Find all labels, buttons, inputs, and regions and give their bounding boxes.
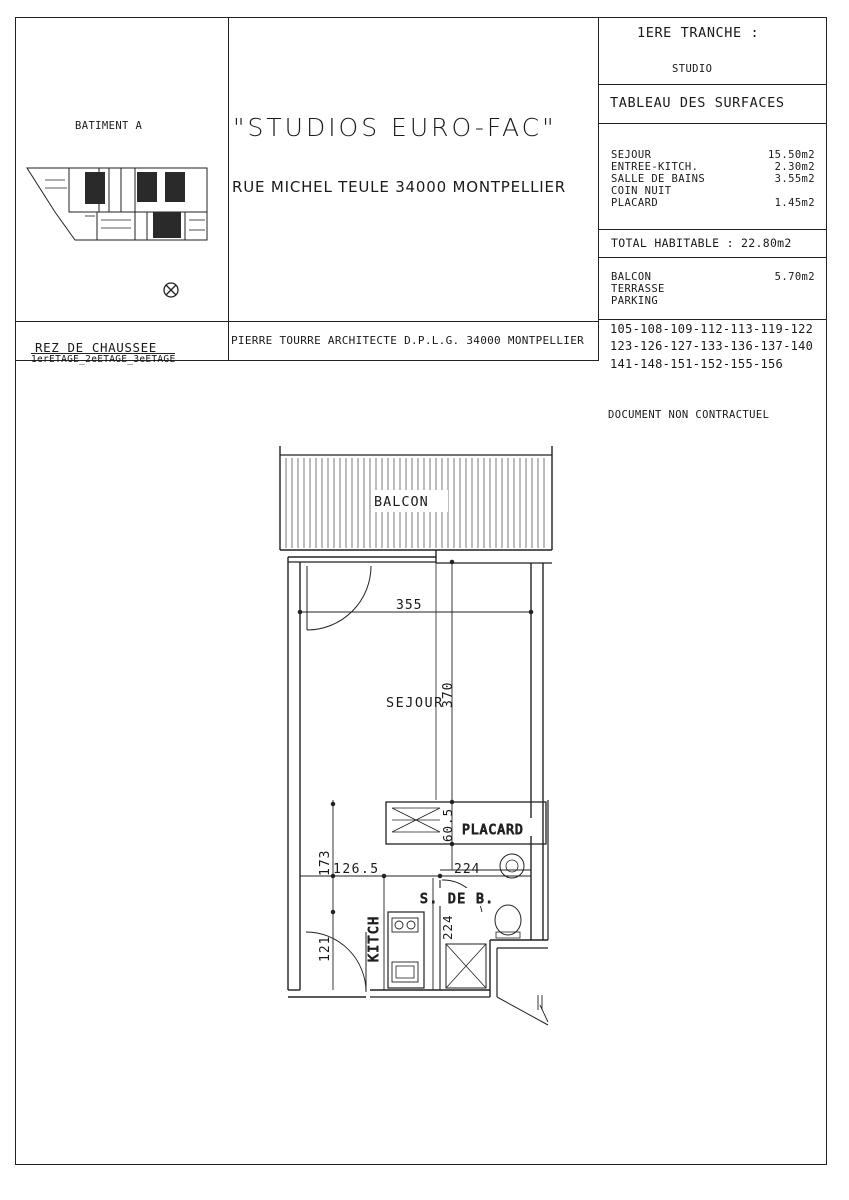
balcony xyxy=(280,446,552,550)
surface-row-coin-nuit: COIN NUIT xyxy=(611,185,672,197)
levels-line-2: 1erETAGE_2eETAGE_3eETAGE xyxy=(31,354,176,365)
project-address: RUE MICHEL TEULE 34000 MONTPELLIER xyxy=(232,178,566,196)
surface-row-sejour: SEJOUR 15.50m2 xyxy=(611,149,815,161)
architect-credit: PIERRE TOURRE ARCHITECTE D.P.L.G. 34000 MONTPELLIER xyxy=(231,334,585,347)
surface-row-sdb: SALLE DE BAINS 3.55m2 xyxy=(611,173,815,185)
surfaces-title: TABLEAU DES SURFACES xyxy=(610,95,785,111)
lot-numbers-2: 123-126-127-133-136-137-140 xyxy=(610,339,814,353)
kitchen-label: KITCH xyxy=(367,915,382,962)
closet-label: PLACARD xyxy=(462,823,524,838)
closet xyxy=(386,802,546,844)
dim-closet-depth: 60.5 xyxy=(440,807,455,842)
annex-row-terrasse: TERRASSE xyxy=(611,283,665,295)
surface-row-entree: ENTREE-KITCH. 2.30m2 xyxy=(611,161,815,173)
disclaimer: DOCUMENT NON CONTRACTUEL xyxy=(608,409,770,421)
lot-numbers-3: 141-148-151-152-155-156 xyxy=(610,357,784,371)
total-label: TOTAL HABITABLE : xyxy=(611,236,734,250)
living-room-label: SEJOUR xyxy=(386,695,444,711)
surface-row-placard: PLACARD 1.45m2 xyxy=(611,197,815,209)
dim-kitchen-upper: 173 xyxy=(318,849,333,876)
dimension-labels xyxy=(318,598,480,962)
building-label: BATIMENT A xyxy=(75,120,143,132)
lot-numbers-1: 105-108-109-112-113-119-122 xyxy=(610,322,814,336)
unit-type: STUDIO xyxy=(672,63,713,75)
phase-label: 1ERE TRANCHE : xyxy=(637,25,760,41)
dim-living-depth: 370 xyxy=(441,681,456,708)
annex-row-balcon: BALCON 5.70m2 xyxy=(611,271,815,283)
dim-living-width: 355 xyxy=(396,598,423,613)
project-title: "STUDIOS EURO-FAC" xyxy=(233,113,557,142)
bathroom-label: S. DE B. xyxy=(420,892,495,907)
dim-bath-depth: 224 xyxy=(440,914,455,940)
dim-entry-width: 121 xyxy=(318,935,333,962)
annex-row-parking: PARKING xyxy=(611,295,659,307)
total-value: 22.80m2 xyxy=(741,236,792,250)
dim-bath-width: 224 xyxy=(454,862,481,877)
levels-line-1: REZ DE CHAUSSEE xyxy=(35,340,157,355)
dim-kitchen-width: 126.5 xyxy=(333,862,380,877)
kitchen xyxy=(300,876,424,992)
exterior-detail xyxy=(538,995,548,1022)
balcony-label: BALCON xyxy=(374,494,429,510)
